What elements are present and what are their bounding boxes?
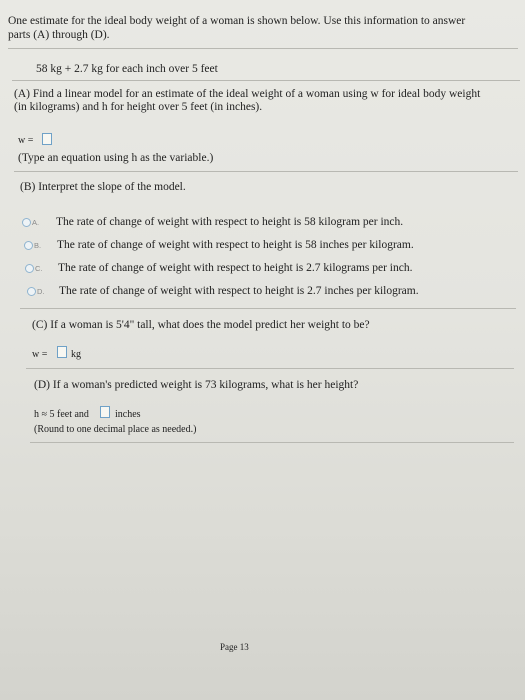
part-c-answer-box[interactable] <box>57 346 67 358</box>
divider <box>26 368 514 369</box>
option-d-text: The rate of change of weight with respect to height is 2.7 inches per kilogram. <box>59 285 419 297</box>
part-c-unit: kg <box>71 349 81 360</box>
option-d-radio[interactable] <box>27 287 36 296</box>
option-a-radio[interactable] <box>22 218 31 227</box>
part-a-line-1: (A) Find a linear model for an estimate of the ideal weight of a woman using w for ideal body weight <box>14 88 481 100</box>
part-c-question: (C) If a woman is 5'4" tall, what does the model predict her weight to be? <box>32 319 370 331</box>
part-a-answer-box[interactable] <box>42 133 52 145</box>
option-b-text: The rate of change of weight with respect to height is 58 inches per kilogram. <box>57 239 414 251</box>
part-d-unit: inches <box>115 409 141 420</box>
option-b-radio[interactable] <box>24 241 33 250</box>
option-c-radio[interactable] <box>25 264 34 273</box>
option-b-letter: B. <box>34 241 42 250</box>
part-d-hint: (Round to one decimal place as needed.) <box>34 424 197 435</box>
divider <box>20 308 516 309</box>
option-d-letter: D. <box>37 287 45 296</box>
divider <box>14 171 518 172</box>
divider <box>30 442 514 443</box>
page-number: Page 13 <box>220 642 249 652</box>
divider <box>12 80 520 81</box>
part-d-answer-label: h ≈ 5 feet and <box>34 409 89 420</box>
part-a-line-2: (in kilograms) and h for height over 5 feet (in inches). <box>14 101 263 113</box>
option-a-text: The rate of change of weight with respect to height is 58 kilogram per inch. <box>56 216 404 228</box>
formula-text: 58 kg + 2.7 kg for each inch over 5 feet <box>36 63 218 75</box>
part-c-answer-label: w = <box>32 349 48 360</box>
part-b-question: (B) Interpret the slope of the model. <box>20 181 186 193</box>
part-a-answer-label: w = <box>18 135 34 146</box>
intro-line-2: parts (A) through (D). <box>8 29 110 41</box>
part-d-question: (D) If a woman's predicted weight is 73 kilograms, what is her height? <box>34 379 359 391</box>
option-c-letter: C. <box>35 264 43 273</box>
option-a-letter: A. <box>32 218 40 227</box>
part-a-hint: (Type an equation using h as the variable.) <box>18 152 214 164</box>
option-c-text: The rate of change of weight with respect to height is 2.7 kilograms per inch. <box>58 262 413 274</box>
divider <box>8 48 518 49</box>
part-d-answer-box[interactable] <box>100 406 110 418</box>
intro-line-1: One estimate for the ideal body weight of a woman is shown below. Use this information to answer <box>8 15 466 27</box>
